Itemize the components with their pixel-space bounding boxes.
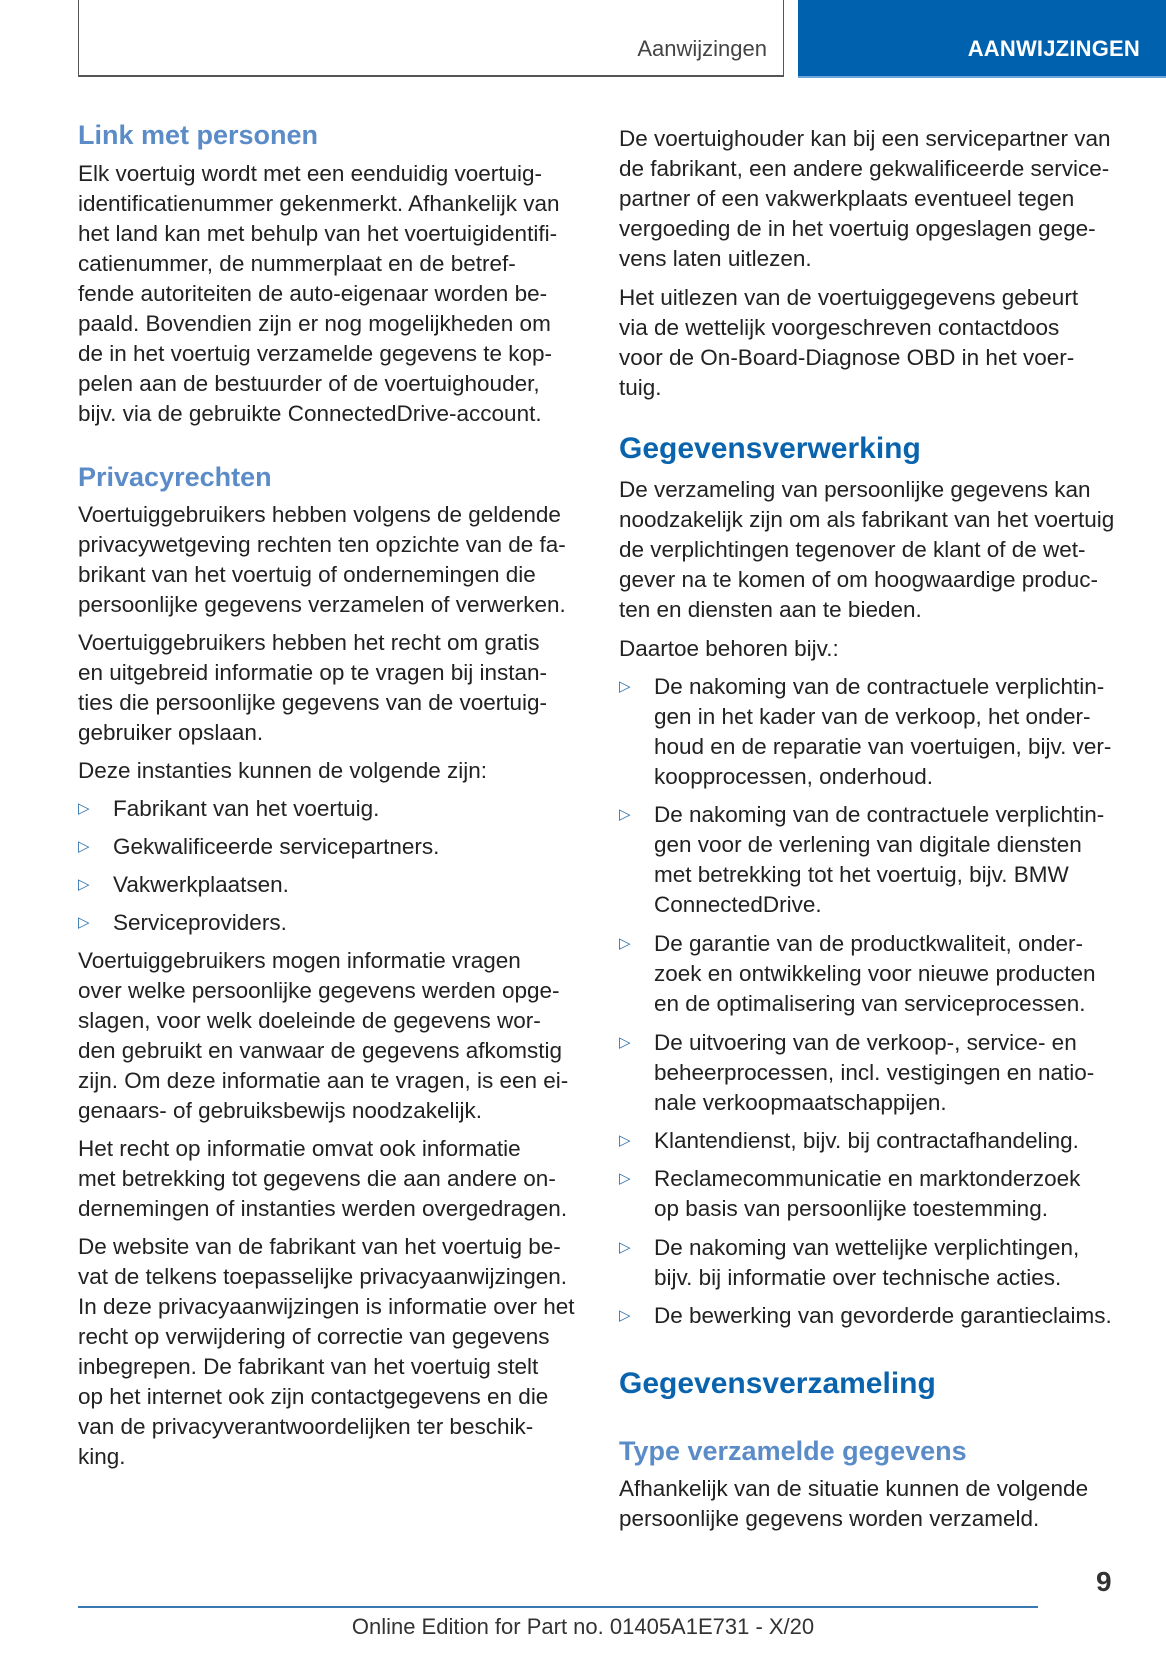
text-line: partner of een vakwerkplaats eventueel tegen bbox=[619, 186, 1075, 211]
list-item bbox=[619, 1126, 1134, 1156]
list-item bbox=[619, 1164, 1134, 1224]
text-line: persoonlijke gegevens worden verzameld. bbox=[619, 1506, 1040, 1531]
list-item-text: De nakoming van wettelijke verplichtingen, bbox=[654, 1235, 1080, 1260]
text-line: In deze privacyaanwijzingen is informatie over het bbox=[78, 1294, 575, 1319]
list-item-text: koopprocessen, onderhoud. bbox=[654, 764, 933, 789]
list-item-text: bijv. bij informatie over technische acties. bbox=[654, 1265, 1062, 1290]
text-line: catienummer, de nummerplaat en de betref- bbox=[78, 251, 516, 276]
list-item-text: op basis van persoonlijke toestemming. bbox=[654, 1196, 1048, 1221]
text-line: het land kan met behulp van het voertuigidentifi- bbox=[78, 221, 558, 246]
text-line: Het recht op informatie omvat ook informatie bbox=[78, 1136, 521, 1161]
text-line: king. bbox=[78, 1444, 126, 1469]
text-line: De verzameling van persoonlijke gegevens kan bbox=[619, 477, 1091, 502]
text-line: bijv. via de gebruikte ConnectedDrive-account. bbox=[78, 401, 542, 426]
header-section-label: Aanwijzingen bbox=[637, 36, 767, 61]
text-line: dernemingen of instanties werden overgedragen. bbox=[78, 1196, 568, 1221]
text-line: Voertuiggebruikers hebben het recht om gratis bbox=[78, 630, 540, 655]
text-line: Voertuiggebruikers hebben volgens de geldende bbox=[78, 502, 561, 527]
triangle-bullet-icon: ▷ bbox=[78, 800, 90, 817]
text-line: pelen aan de bestuurder of de voertuighouder, bbox=[78, 371, 540, 396]
text-line: Voertuiggebruikers mogen informatie vragen bbox=[78, 948, 521, 973]
list-item-text: De garantie van de productkwaliteit, onder- bbox=[654, 931, 1083, 956]
list-item bbox=[619, 800, 1134, 920]
text-line: Het uitlezen van de voertuiggegevens gebeurt bbox=[619, 285, 1079, 310]
list-item bbox=[78, 794, 588, 824]
list-item-text: Klantendienst, bijv. bij contractafhandeling. bbox=[654, 1128, 1079, 1153]
list-item-text: De uitvoering van de verkoop-, service- en bbox=[654, 1030, 1077, 1055]
triangle-bullet-icon: ▷ bbox=[78, 838, 90, 855]
triangle-bullet-icon: ▷ bbox=[619, 1239, 631, 1256]
text-line: ten en diensten aan te bieden. bbox=[619, 597, 922, 622]
footer-divider bbox=[78, 1606, 1038, 1608]
text-line: genaars- of gebruiksbewijs noodzakelijk. bbox=[78, 1098, 482, 1123]
footer-edition-text: Online Edition for Part no. 01405A1E731 - X/20 bbox=[351, 1614, 815, 1639]
text-line: gebruiker opslaan. bbox=[78, 720, 264, 745]
list-item-text: en de optimalisering van serviceprocessen. bbox=[654, 991, 1086, 1016]
triangle-bullet-icon: ▷ bbox=[78, 914, 90, 931]
section-heading-privacyrechten: Privacyrechten bbox=[78, 462, 272, 492]
list-item-text: met betrekking tot het voertuig, bijv. BMW bbox=[654, 862, 1069, 887]
text-line: met betrekking tot gegevens die aan andere on- bbox=[78, 1166, 556, 1191]
text-line: vergoeding de in het voertuig opgeslagen gege- bbox=[619, 216, 1096, 241]
text-line: Elk voertuig wordt met een eenduidig voertuig- bbox=[78, 161, 543, 186]
text-line: de verplichtingen tegenover de klant of de wet- bbox=[619, 537, 1086, 562]
list-item bbox=[619, 1028, 1134, 1118]
text-line: Afhankelijk van de situatie kunnen de volgende bbox=[619, 1476, 1089, 1501]
list-item-text: zoek en ontwikkeling voor nieuwe producten bbox=[654, 961, 1096, 986]
triangle-bullet-icon: ▷ bbox=[619, 1132, 631, 1149]
text-line: den gebruikt en vanwaar de gegevens afkomstig bbox=[78, 1038, 563, 1063]
text-line: inbegrepen. De fabrikant van het voertuig stelt bbox=[78, 1354, 539, 1379]
page-number: 9 bbox=[1096, 1566, 1112, 1597]
text-line: de fabrikant, een andere gekwalificeerde service- bbox=[619, 156, 1110, 181]
paragraph-verwerking-2: Daartoe behoren bijv.: bbox=[619, 636, 839, 661]
header-section-box bbox=[78, 0, 784, 77]
list-item-text: Gekwalificeerde servicepartners. bbox=[113, 834, 440, 859]
triangle-bullet-icon: ▷ bbox=[619, 806, 631, 823]
list-item-text: De bewerking van gevorderde garantieclaims. bbox=[654, 1303, 1112, 1328]
list-item bbox=[619, 929, 1134, 1019]
triangle-bullet-icon: ▷ bbox=[619, 935, 631, 952]
section-heading-gegevensverwerking: Gegevensverwerking bbox=[619, 432, 921, 465]
list-item bbox=[78, 908, 588, 938]
text-line: vat de telkens toepasselijke privacyaanwijzingen. bbox=[78, 1264, 568, 1289]
text-line: tuig. bbox=[619, 375, 662, 400]
text-line: identificatienummer gekenmerkt. Afhankelijk van bbox=[78, 191, 560, 216]
text-line: privacywetgeving rechten ten opzichte van de fa- bbox=[78, 532, 566, 557]
triangle-bullet-icon: ▷ bbox=[619, 1034, 631, 1051]
header-chapter-tab-label: AANWIJZINGEN bbox=[967, 36, 1140, 61]
paragraph-privacy-3: Deze instanties kunnen de volgende zijn: bbox=[78, 758, 488, 783]
text-line: recht op verwijdering of correctie van gegevens bbox=[78, 1324, 550, 1349]
text-line: zijn. Om deze informatie aan te vragen, is een ei- bbox=[78, 1068, 569, 1093]
text-line: fende autoriteiten de auto-eigenaar worden be- bbox=[78, 281, 548, 306]
text-line: op het internet ook zijn contactgegevens en die bbox=[78, 1384, 549, 1409]
list-item-text: gen voor de verlening van digitale diensten bbox=[654, 832, 1082, 857]
text-line: persoonlijke gegevens verzamelen of verwerken. bbox=[78, 592, 566, 617]
list-item-text: gen in het kader van de verkoop, het onder- bbox=[654, 704, 1091, 729]
text-line: paald. Bovendien zijn er nog mogelijkheden om bbox=[78, 311, 551, 336]
header-chapter-tab[interactable] bbox=[798, 0, 1166, 78]
section-heading-link-met-personen: Link met personen bbox=[78, 120, 319, 150]
text-line: voor de On-Board-Diagnose OBD in het voer- bbox=[619, 345, 1075, 370]
text-line: brikant van het voertuig of ondernemingen die bbox=[78, 562, 536, 587]
list-item-text: De nakoming van de contractuele verplichtin- bbox=[654, 674, 1105, 699]
list-item-text: beheerprocessen, incl. vestigingen en natio- bbox=[654, 1060, 1095, 1085]
text-line: vens laten uitlezen. bbox=[619, 246, 812, 271]
triangle-bullet-icon: ▷ bbox=[619, 1170, 631, 1187]
text-line: van de privacyverantwoordelijken ter beschik- bbox=[78, 1414, 534, 1439]
list-item bbox=[78, 832, 588, 862]
list-item bbox=[619, 1301, 1134, 1331]
list-item bbox=[619, 1233, 1134, 1293]
list-item-text: ConnectedDrive. bbox=[654, 892, 822, 917]
text-line: De website van de fabrikant van het voertuig be- bbox=[78, 1234, 561, 1259]
list-item-text: Vakwerkplaatsen. bbox=[113, 872, 289, 897]
section-heading-gegevensverzameling: Gegevensverzameling bbox=[619, 1367, 936, 1400]
list-item bbox=[619, 672, 1134, 792]
text-line: en uitgebreid informatie op te vragen bij instan- bbox=[78, 660, 548, 685]
text-line: via de wettelijk voorgeschreven contactdoos bbox=[619, 315, 1060, 340]
list-item-text: houd en de reparatie van voertuigen, bijv. ver- bbox=[654, 734, 1112, 759]
triangle-bullet-icon: ▷ bbox=[619, 1307, 631, 1324]
triangle-bullet-icon: ▷ bbox=[78, 876, 90, 893]
list-item-text: Fabrikant van het voertuig. bbox=[113, 796, 380, 821]
list-item bbox=[78, 870, 588, 900]
text-line: De voertuighouder kan bij een servicepartner van bbox=[619, 126, 1111, 151]
text-line: gever na te komen of om hoogwaardige produc- bbox=[619, 567, 1099, 592]
triangle-bullet-icon: ▷ bbox=[619, 678, 631, 695]
text-line: ties die persoonlijke gegevens van de voertuig- bbox=[78, 690, 548, 715]
text-line: de in het voertuig verzamelde gegevens te kop- bbox=[78, 341, 553, 366]
list-item-text: Reclamecommunicatie en marktonderzoek bbox=[654, 1166, 1081, 1191]
text-line: noodzakelijk zijn om als fabrikant van het voertuig bbox=[619, 507, 1115, 532]
text-line: slagen, voor welk doeleinde de gegevens wor- bbox=[78, 1008, 541, 1033]
list-item-text: De nakoming van de contractuele verplichtin- bbox=[654, 802, 1105, 827]
list-item-text: nale verkoopmaatschappijen. bbox=[654, 1090, 947, 1115]
list-item-text: Serviceproviders. bbox=[113, 910, 287, 935]
text-line: over welke persoonlijke gegevens werden opge- bbox=[78, 978, 560, 1003]
subsection-heading-type-verzamelde-gegevens: Type verzamelde gegevens bbox=[619, 1436, 967, 1466]
